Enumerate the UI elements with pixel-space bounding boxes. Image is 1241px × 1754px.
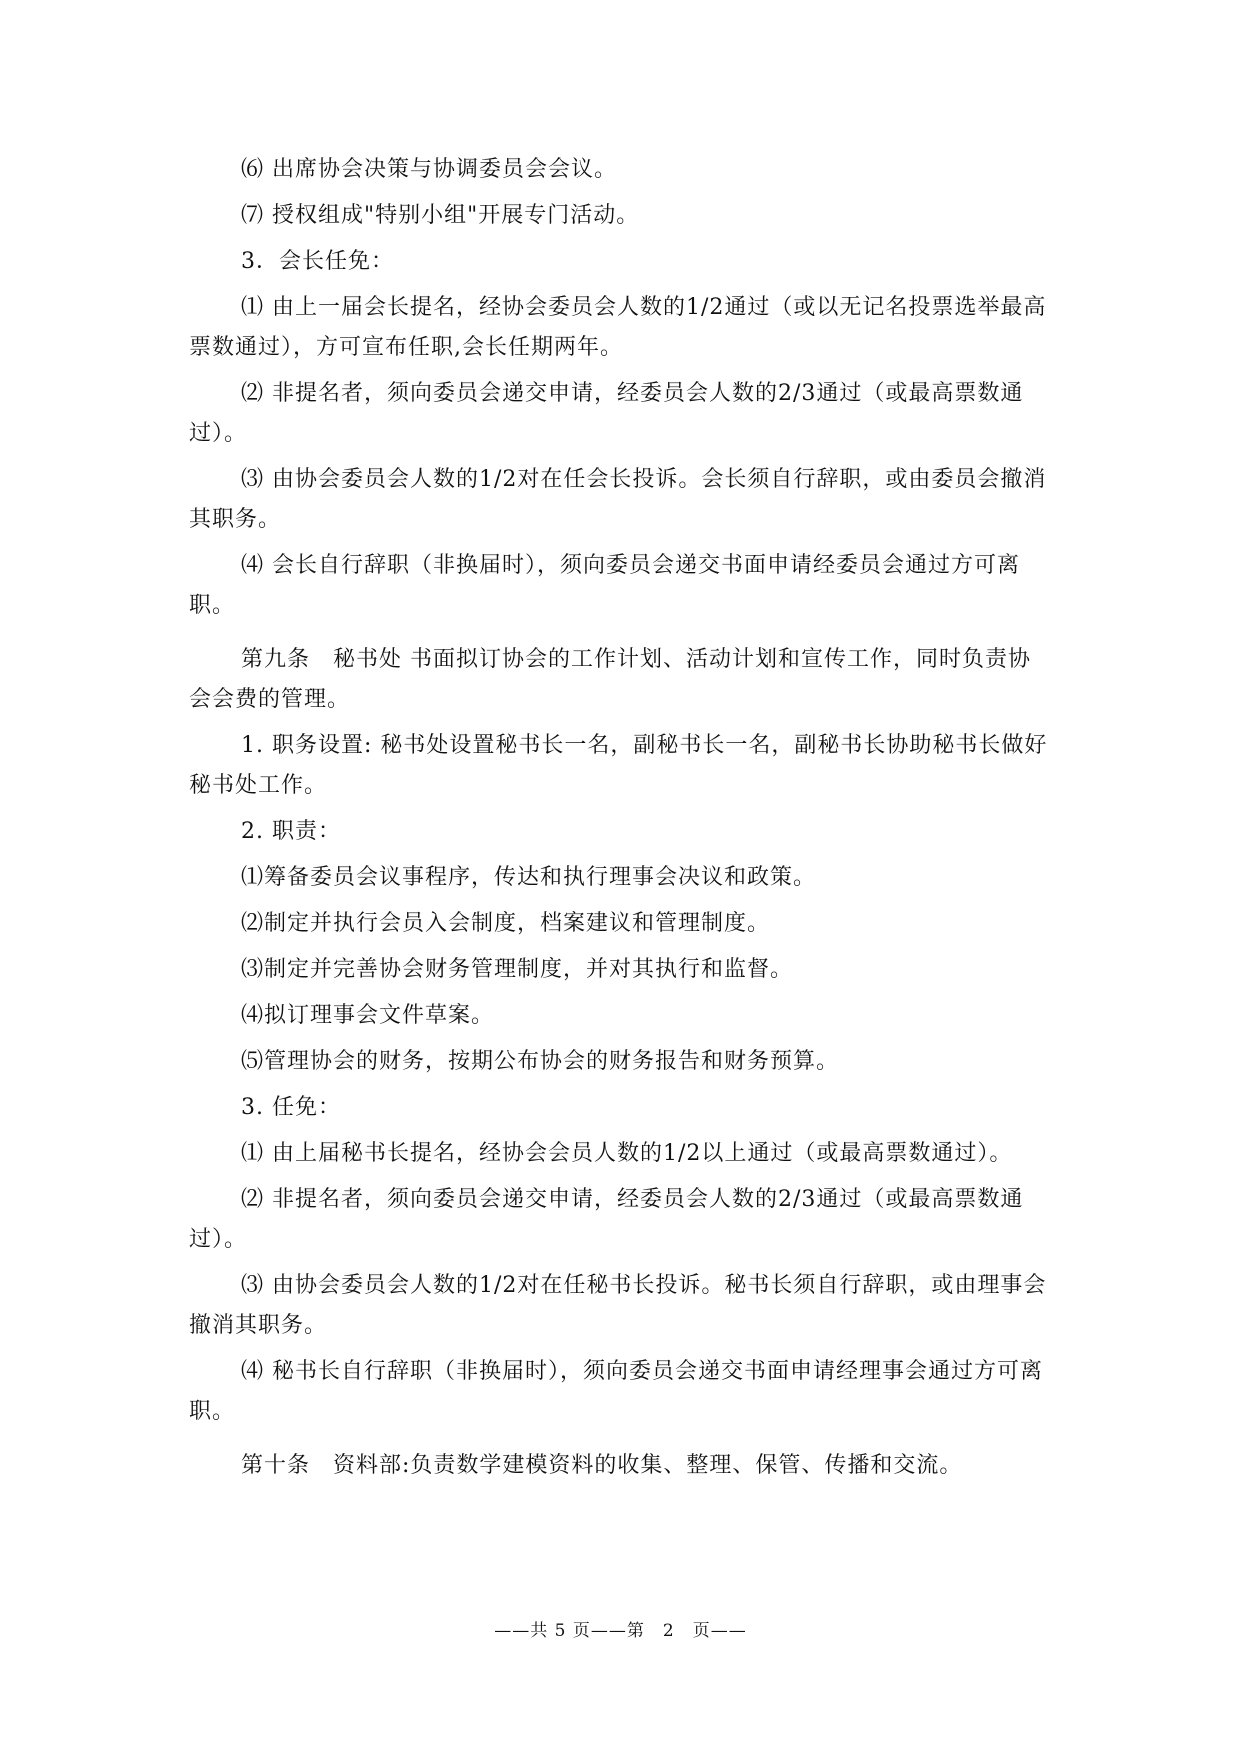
duty-item-4: ⑷拟订理事会文件草案。 xyxy=(241,1003,495,1028)
paragraph-secretary-nomination: ⑴ 由上届秘书长提名，经协会会员人数的1/2以上通过（或最高票数通过）。 xyxy=(241,1141,1013,1166)
duty-item-3: ⑶制定并完善协会财务管理制度，并对其执行和监督。 xyxy=(241,957,794,982)
paragraph-secretary-resignation: ⑷ 秘书长自行辞职（非换届时），须向委员会递交书面申请经理事会通过方可离职。 xyxy=(189,1359,1043,1424)
paragraph-president-resignation: ⑷ 会长自行辞职（非换届时），须向委员会递交书面申请经委员会通过方可离职。 xyxy=(189,553,1020,618)
duty-item-5: ⑸管理协会的财务，按期公布协会的财务报告和财务预算。 xyxy=(241,1049,840,1074)
paragraph-secretary-complaint: ⑶ 由协会委员会人数的1/2对在任秘书长投诉。秘书长须自行辞职，或由理事会撤消其职务。 xyxy=(189,1273,1047,1338)
article-10-materials-dept: 第十条 资料部:负责数学建模资料的收集、整理、保管、传播和交流。 xyxy=(241,1453,963,1478)
paragraph-president-non-nominee: ⑵ 非提名者，须向委员会递交申请，经委员会人数的2/3通过（或最高票数通过）。 xyxy=(189,381,1024,446)
paragraph-secretary-non-nominee: ⑵ 非提名者，须向委员会递交申请，经委员会人数的2/3通过（或最高票数通过）。 xyxy=(189,1187,1024,1252)
paragraph-president-nomination: ⑴ 由上一届会长提名，经协会委员会人数的1/2通过（或以无记名投票选举最高票数通过），方可宣布任职,会长任期两年。 xyxy=(189,295,1047,360)
heading-secretary-appointment: 3. 任免： xyxy=(241,1095,341,1120)
paragraph-secretariat-positions: 1. 职务设置: 秘书处设置秘书长一名，副秘书长一名，副秘书长协助秘书长做好秘书处工作。 xyxy=(189,733,1048,798)
duty-item-1: ⑴筹备委员会议事程序，传达和执行理事会决议和政策。 xyxy=(241,865,817,890)
paragraph-6-attend-meetings: ⑹ 出席协会决策与协调委员会会议。 xyxy=(241,157,617,182)
page-footer: ——共 5 页——第 2 页—— xyxy=(494,1621,747,1641)
heading-president-appointment: 3．会长任免： xyxy=(241,249,394,274)
paragraph-7-special-group: ⑺ 授权组成"特别小组"开展专门活动。 xyxy=(241,203,640,228)
heading-secretariat-duties: 2. 职责： xyxy=(241,819,341,844)
paragraph-president-complaint: ⑶ 由协会委员会人数的1/2对在任会长投诉。会长须自行辞职，或由委员会撤消其职务。 xyxy=(189,467,1047,532)
document-body xyxy=(189,150,1053,1492)
article-9-secretariat: 第九条 秘书处 书面拟订协会的工作计划、活动计划和宣传工作，同时负责协会会费的管理。 xyxy=(189,647,1031,712)
duty-item-2: ⑵制定并执行会员入会制度，档案建议和管理制度。 xyxy=(241,911,771,936)
